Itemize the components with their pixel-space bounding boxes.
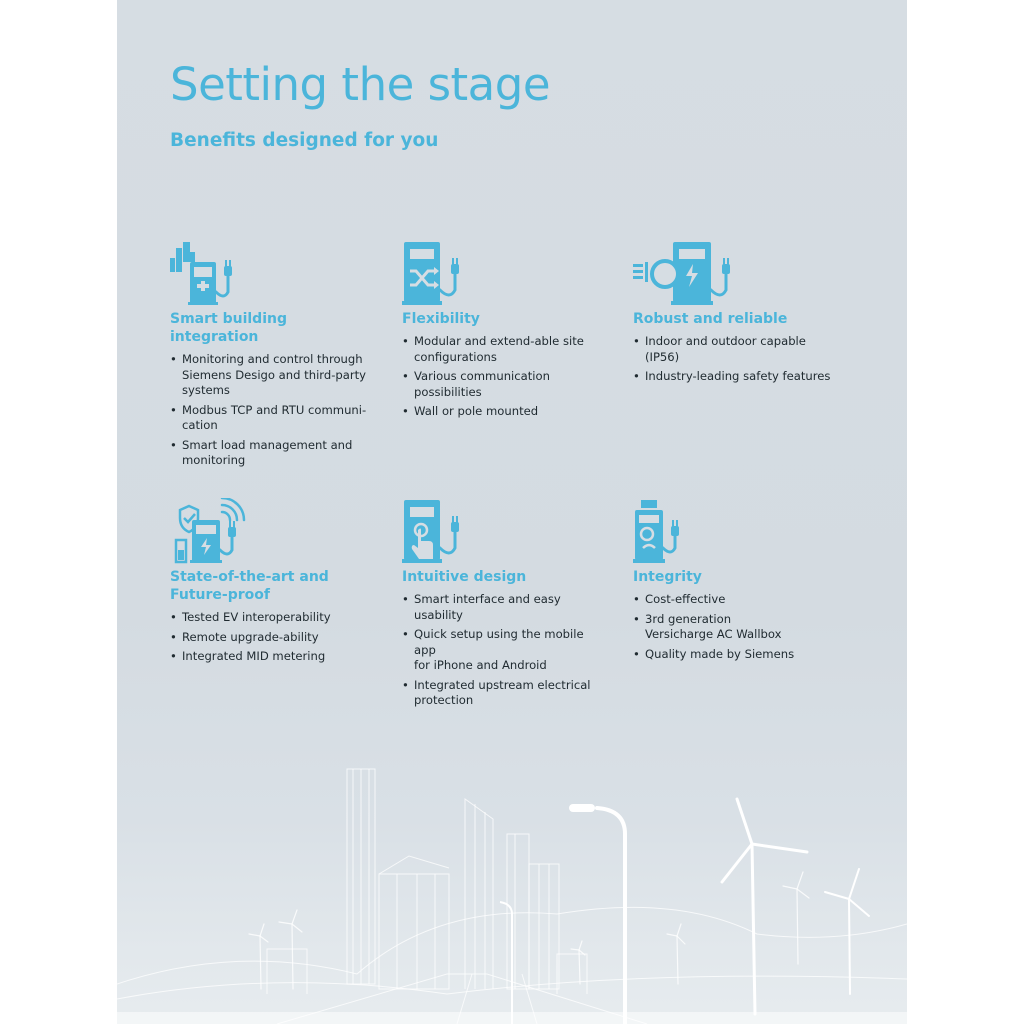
list-item: • Integrated MID metering <box>170 649 375 665</box>
feature-list <box>402 334 607 420</box>
list-item: • Indoor and outdoor capable (IP56) <box>633 334 838 365</box>
list-item: • Industry-leading safety features <box>633 369 838 385</box>
list-item: • Monitoring and control through Siemens Desigo and third-party systems <box>170 352 375 399</box>
list-item: • Various communication possibilities <box>402 369 607 400</box>
list-item: • 3rd generation Versicharge AC Wallbox <box>633 612 838 643</box>
feature-title: Integrity <box>633 569 702 585</box>
list-item: • Cost-effective <box>633 592 838 608</box>
list-item: • Tested EV interoperability <box>170 610 375 626</box>
list-item: • Quick setup using the mobile app for iPhone and Android <box>402 627 607 674</box>
feature-list <box>402 592 607 709</box>
page-title: Setting the stage <box>170 58 550 111</box>
feature-list <box>633 334 838 385</box>
feature-title: Intuitive design <box>402 569 527 585</box>
robust-charger-icon <box>633 240 743 310</box>
feature-robust <box>633 240 838 389</box>
flexibility-charger-icon <box>402 240 482 310</box>
feature-list <box>170 610 375 665</box>
list-item: • Wall or pole mounted <box>402 404 607 420</box>
smart-building-charger-icon <box>170 240 250 310</box>
list-item: • Quality made by Siemens <box>633 647 838 663</box>
integrity-charger-icon <box>633 498 713 568</box>
feature-title: Robust and reliable <box>633 311 788 327</box>
feature-integrity <box>633 498 838 666</box>
feature-flexibility <box>402 240 607 424</box>
feature-title: State-of-the-art and Future-proof <box>170 569 329 603</box>
future-proof-charger-icon <box>170 498 250 568</box>
feature-future-proof <box>170 498 375 669</box>
city-skyline-illustration <box>117 764 907 1024</box>
list-item: • Smart load management and monitoring <box>170 438 375 469</box>
list-item: • Modular and extend-able site configurations <box>402 334 607 365</box>
list-item: • Smart interface and easy usability <box>402 592 607 623</box>
page-subtitle: Benefits designed for you <box>170 130 439 151</box>
feature-title: Flexibility <box>402 311 480 327</box>
list-item: • Remote upgrade-ability <box>170 630 375 646</box>
feature-list <box>633 592 838 662</box>
list-item: • Integrated upstream electrical protection <box>402 678 607 709</box>
intuitive-design-charger-icon <box>402 498 482 568</box>
list-item: • Modbus TCP and RTU communi- cation <box>170 403 375 434</box>
feature-smart-building <box>170 240 375 473</box>
feature-title: Smart building integration <box>170 311 287 345</box>
feature-list <box>170 352 375 469</box>
feature-intuitive-design <box>402 498 607 713</box>
brochure-page <box>117 0 907 1024</box>
